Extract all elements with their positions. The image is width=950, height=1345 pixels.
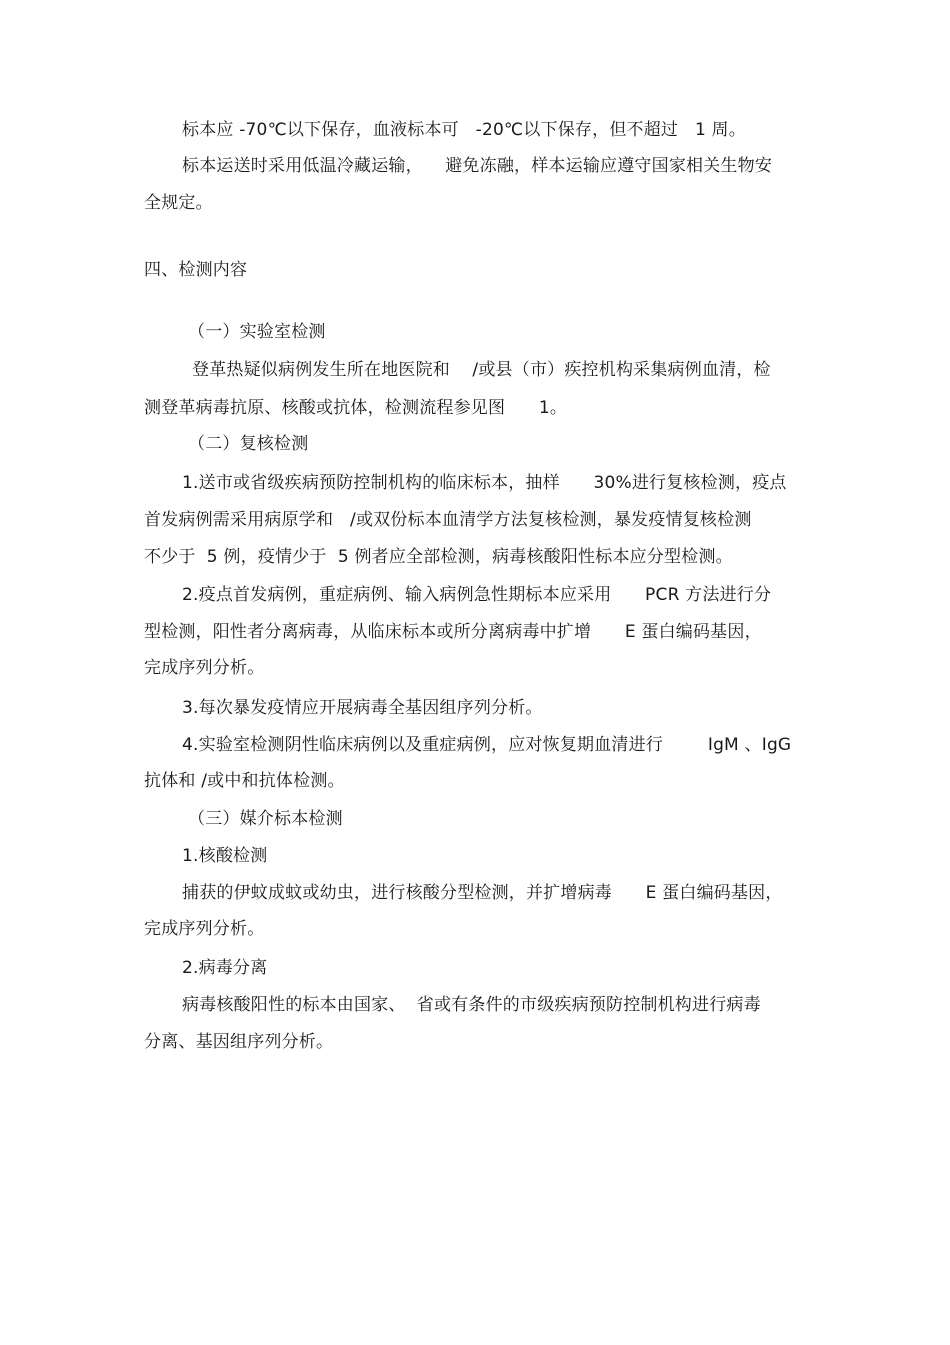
paragraph-lab-line-1: 登革热疑似病例发生所在地医院和 /或县（市）疾控机构采集病例血清，检: [192, 360, 771, 380]
paragraph-lab-line-2: 测登革病毒抗原、核酸或抗体，检测流程参见图 1。: [144, 398, 568, 418]
item-virus-isolation: 2.病毒分离: [182, 958, 268, 978]
section-heading-4: 四、检测内容: [144, 260, 248, 280]
paragraph-vector-line-1: 捕获的伊蚊成蚊或幼虫，进行核酸分型检测，并扩增病毒 E 蛋白编码基因，: [182, 883, 783, 903]
paragraph-transport-line-1: 标本运送时采用低温冷藏运输， 避免冻融，样本运输应遵守国家相关生物安: [182, 156, 773, 176]
paragraph-review-1-line-1: 1.送市或省级疾病预防控制机构的临床标本，抽样 30%进行复核检测，疫点: [182, 473, 787, 493]
paragraph-review-3: 3.每次暴发疫情应开展病毒全基因组序列分析。: [182, 698, 543, 718]
paragraph-vector-line-2: 完成序列分析。: [144, 919, 265, 939]
paragraph-review-2-line-1: 2.疫点首发病例，重症病例、输入病例急性期标本应采用 PCR 方法进行分: [182, 585, 772, 605]
subheading-review-testing: （二）复核检测: [188, 434, 309, 454]
item-nucleic-acid-testing: 1.核酸检测: [182, 846, 268, 866]
paragraph-transport-line-2: 全规定。: [144, 193, 213, 213]
paragraph-isolation-line-2: 分离、基因组序列分析。: [144, 1032, 334, 1052]
paragraph-storage-line-1: 标本应 -70℃以下保存，血液标本可 -20℃以下保存，但不超过 1 周。: [182, 120, 746, 140]
paragraph-review-2-line-2: 型检测，阳性者分离病毒，从临床标本或所分离病毒中扩增 E 蛋白编码基因，: [144, 622, 762, 642]
paragraph-isolation-line-1: 病毒核酸阳性的标本由国家、 省或有条件的市级疾病预防控制机构进行病毒: [182, 995, 761, 1015]
subheading-lab-testing: （一）实验室检测: [188, 322, 326, 342]
paragraph-review-4-line-1: 4.实验室检测阴性临床病例以及重症病例，应对恢复期血清进行 IgM 、IgG: [182, 735, 792, 755]
paragraph-review-2-line-3: 完成序列分析。: [144, 658, 265, 678]
subheading-vector-testing: （三）媒介标本检测: [188, 809, 343, 829]
paragraph-review-4-line-2: 抗体和 /或中和抗体检测。: [144, 771, 345, 791]
paragraph-review-1-line-2: 首发病例需采用病原学和 /或双份标本血清学方法复核检测，暴发疫情复核检测: [144, 510, 752, 530]
paragraph-review-1-line-3: 不少于 5 例，疫情少于 5 例者应全部检测，病毒核酸阳性标本应分型检测。: [144, 547, 733, 567]
